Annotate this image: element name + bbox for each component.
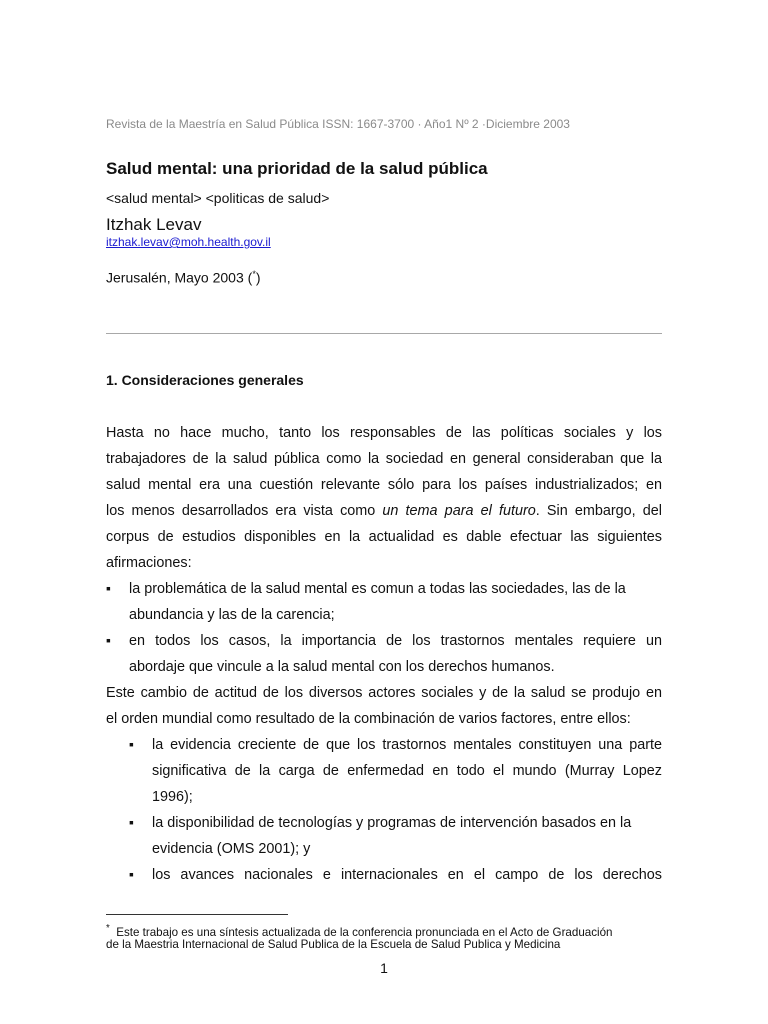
footnote-text: Este trabajo es una síntesis actualizada de la conferencia pronunciada en el Acto de Graduación [116,925,613,939]
bullet-item-text: los avances nacionales e internacionales en el campo de los derechos [152,867,662,883]
bullet-item-text: la evidencia creciente de que los trastornos mentales constituyen una parte [152,737,662,753]
page-number: 1 [380,960,388,976]
author-name: Itzhak Levav [106,215,202,234]
bullet-item-text: 1996); [152,789,193,805]
place-date-close: ) [255,269,261,286]
article-title: Salud mental: una prioridad de la salud pública [106,159,488,178]
keywords: <salud mental> <politicas de salud> [106,190,330,206]
footnote-line: de la Maestria Internacional de Salud Publica de la Escuela de Salud Publica y Medicina [106,938,561,951]
bullet-marker: ▪ [129,814,134,830]
bullet-item-text: la problemática de la salud mental es comun a todas las sociedades, las de la [129,581,626,597]
footnote-ref[interactable]: * [252,269,256,279]
text-run: . Sin embargo, del [535,503,662,519]
footnote-separator [106,914,288,915]
journal-header: Revista de la Maestría en Salud Pública ISSN: 1667-3700 · Año1 Nº 2 ·Diciembre 2003 [106,117,570,131]
paragraph-line: salud mental era una cuestión relevante sólo para los países industrializados; en [106,477,662,493]
paragraph-line: Este cambio de actitud de los diversos actores sociales y de la salud se produjo en [106,685,662,701]
text-run: los menos desarrollados era vista como [106,503,383,519]
bullet-item-text: significativa de la carga de enfermedad en todo el mundo (Murray Lopez [152,763,662,779]
paragraph-line: trabajadores de la salud pública como la sociedad en general consideraban que la [106,451,662,467]
bullet-marker: ▪ [106,632,111,648]
place-date [106,269,261,286]
bullet-item-text: abundancia y las de la carencia; [129,607,335,623]
emphasis-text: un tema para el futuro [382,503,536,519]
bullet-item-text: en todos los casos, la importancia de los trastornos mentales requiere un [129,633,662,649]
place-date-text: Jerusalén, Mayo 2003 ( [106,269,253,286]
bullet-marker: ▪ [106,580,111,596]
paragraph-line: afirmaciones: [106,555,192,571]
paragraph-line: Hasta no hace mucho, tanto los responsables de las políticas sociales y los [106,425,662,441]
section-heading: 1. Consideraciones generales [106,372,304,388]
bullet-item-text: la disponibilidad de tecnologías y programas de intervención basados en la [152,815,632,831]
paragraph-line [106,501,662,521]
bullet-marker: ▪ [129,866,134,882]
paragraph-line: corpus de estudios disponibles en la actualidad es dable efectuar las siguientes [106,529,662,545]
author-email-link[interactable]: itzhak.levav@moh.health.gov.il [106,235,271,249]
bullet-item-text: evidencia (OMS 2001); y [152,841,311,857]
footnote-marker: * [106,923,110,934]
bullet-marker: ▪ [129,736,134,752]
paragraph-line: el orden mundial como resultado de la combinación de varios factores, entre ellos: [106,711,631,727]
horizontal-divider [106,333,662,334]
bullet-item-text: abordaje que vincule a la salud mental con los derechos humanos. [129,659,555,675]
